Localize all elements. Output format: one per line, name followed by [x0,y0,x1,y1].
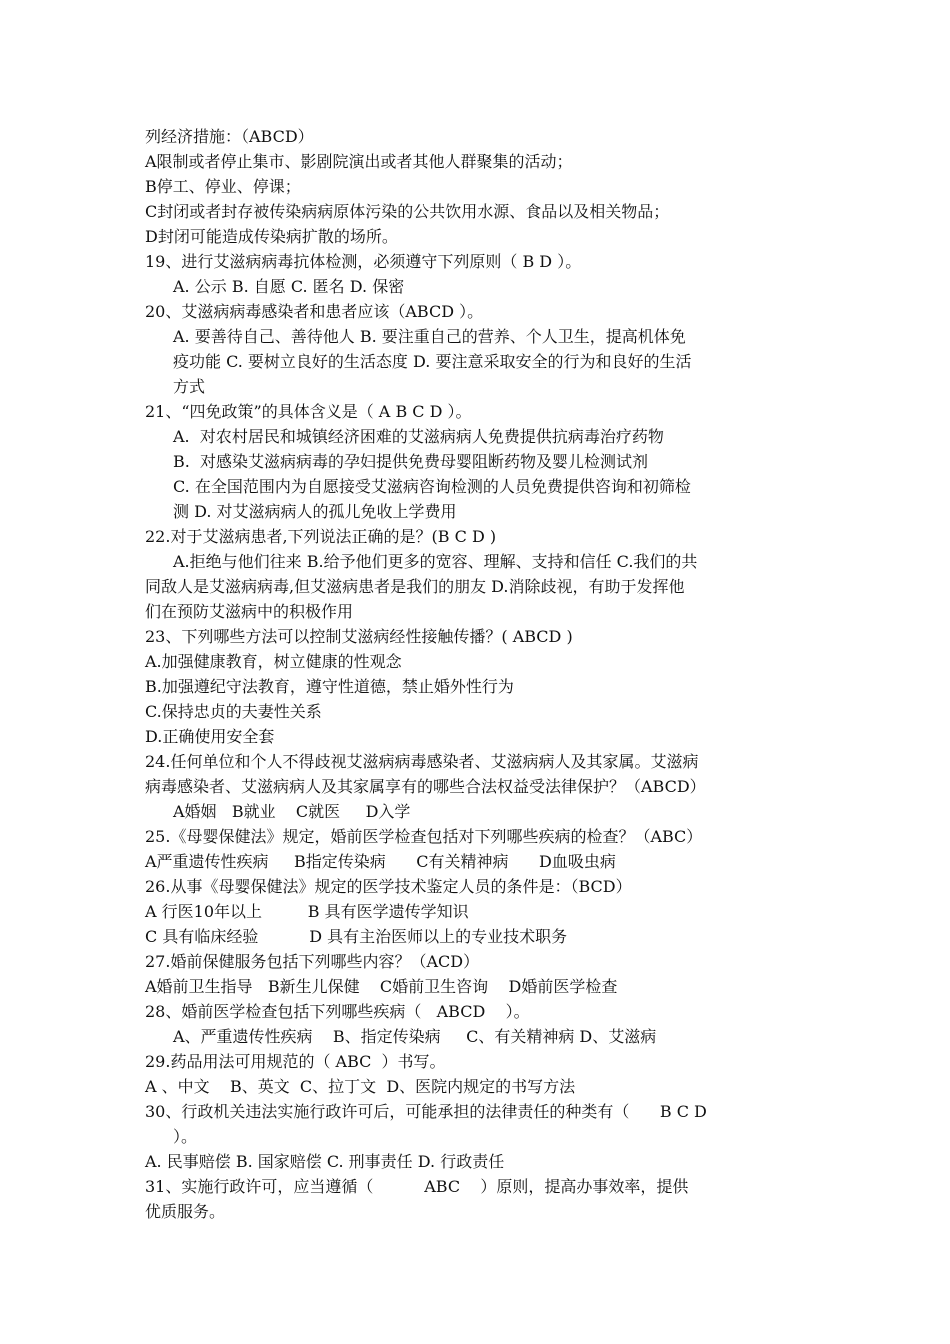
text-line: A婚姻 B就业 C就医 D入学 [173,802,411,821]
text-line: B.加强遵纪守法教育，遵守性道德，禁止婚外性行为 [145,677,514,696]
text-line: B. 对感染艾滋病病毒的孕妇提供免费母婴阻断药物及婴儿检测试剂 [173,452,649,471]
text-line: 21、“四免政策”的具体含义是（ A B C D ）。 [145,402,472,421]
text-line: A、严重遗传性疾病 B、指定传染病 C、有关精神病 D、艾滋病 [173,1027,657,1046]
text-line: 31、实施行政许可，应当遵循（ ABC ）原则，提高办事效率，提供 [145,1177,689,1196]
text-line: A严重遗传性疾病 B指定传染病 C有关精神病 D血吸虫病 [145,852,616,871]
text-line: 27.婚前保健服务包括下列哪些内容？（ACD） [145,952,480,971]
text-line: D.正确使用安全套 [145,727,275,746]
text-line: C 具有临床经验 D 具有主治医师以上的专业技术职务 [145,927,568,946]
text-line: 26.从事《母婴保健法》规定的医学技术鉴定人员的条件是：（BCD） [145,877,632,896]
text-line: A婚前卫生指导 B新生儿保健 C婚前卫生咨询 D婚前医学检查 [145,977,618,996]
text-line: D封闭可能造成传染病扩散的场所。 [145,227,398,246]
text-line: A.加强健康教育，树立健康的性观念 [145,652,402,671]
text-line: 20、艾滋病病毒感染者和患者应该（ABCD ）。 [145,302,484,321]
text-line: A 行医10年以上 B 具有医学遗传学知识 [145,902,469,921]
text-line: 疫功能 C. 要树立良好的生活态度 D. 要注意采取安全的行为和良好的生活 [173,352,692,371]
text-line: C.保持忠贞的夫妻性关系 [145,702,322,721]
text-line: A.拒绝与他们往来 B.给予他们更多的宽容、理解、支持和信任 C.我们的共 [173,552,698,571]
text-line: 24.任何单位和个人不得歧视艾滋病病毒感染者、艾滋病病人及其家属。艾滋病 [145,752,699,771]
text-line: C封闭或者封存被传染病病原体污染的公共饮用水源、食品以及相关物品； [145,202,670,221]
text-line: 测 D. 对艾滋病病人的孤儿免收上学费用 [173,502,457,521]
text-line: 优质服务。 [145,1202,226,1221]
text-line: 30、行政机关违法实施行政许可后，可能承担的法律责任的种类有（ B C D [145,1102,707,1121]
text-line: A限制或者停止集市、影剧院演出或者其他人群聚集的活动； [145,152,573,171]
text-line: 23、下列哪些方法可以控制艾滋病经性接触传播？( ABCD ) [145,627,573,646]
text-line: 22.对于艾滋病患者,下列说法正确的是？(B C D ) [145,527,497,546]
document-body [145,124,810,1224]
text-line: 29.药品用法可用规范的（ ABC ）书写。 [145,1052,446,1071]
text-line: A. 要善待自己、善待他人 B. 要注重自己的营养、个人卫生，提高机体免 [173,327,686,346]
text-line: A. 对农村居民和城镇经济困难的艾滋病病人免费提供抗病毒治疗药物 [173,427,664,446]
text-line: A. 公示 B. 自愿 C. 匿名 D. 保密 [173,277,405,296]
text-line: 28、婚前医学检查包括下列哪些疾病（ ABCD ）。 [145,1002,530,1021]
text-line: C. 在全国范围内为自愿接受艾滋病咨询检测的人员免费提供咨询和初筛检 [173,477,691,496]
text-line: 方式 [173,377,206,396]
text-line: ）。 [173,1127,198,1146]
text-line: A. 民事赔偿 B. 国家赔偿 C. 刑事责任 D. 行政责任 [145,1152,505,1171]
text-line: 病毒感染者、艾滋病病人及其家属享有的哪些合法权益受法律保护？（ABCD） [145,777,706,796]
text-line: 同敌人是艾滋病病毒,但艾滋病患者是我们的朋友 D.消除歧视，有助于发挥他 [145,577,685,596]
text-line: 19、进行艾滋病病毒抗体检测，必须遵守下列原则（ B D ）。 [145,252,582,271]
text-line: B停工、停业、停课； [145,177,301,196]
text-line: A 、中文 B、英文 C、拉丁文 D、医院内规定的书写方法 [145,1077,576,1096]
text-line: 25.《母婴保健法》规定，婚前医学检查包括对下列哪些疾病的检查？（ABC） [145,827,703,846]
text-line: 列经济措施：（ABCD） [145,127,314,146]
text-line: 们在预防艾滋病中的积极作用 [145,602,354,621]
